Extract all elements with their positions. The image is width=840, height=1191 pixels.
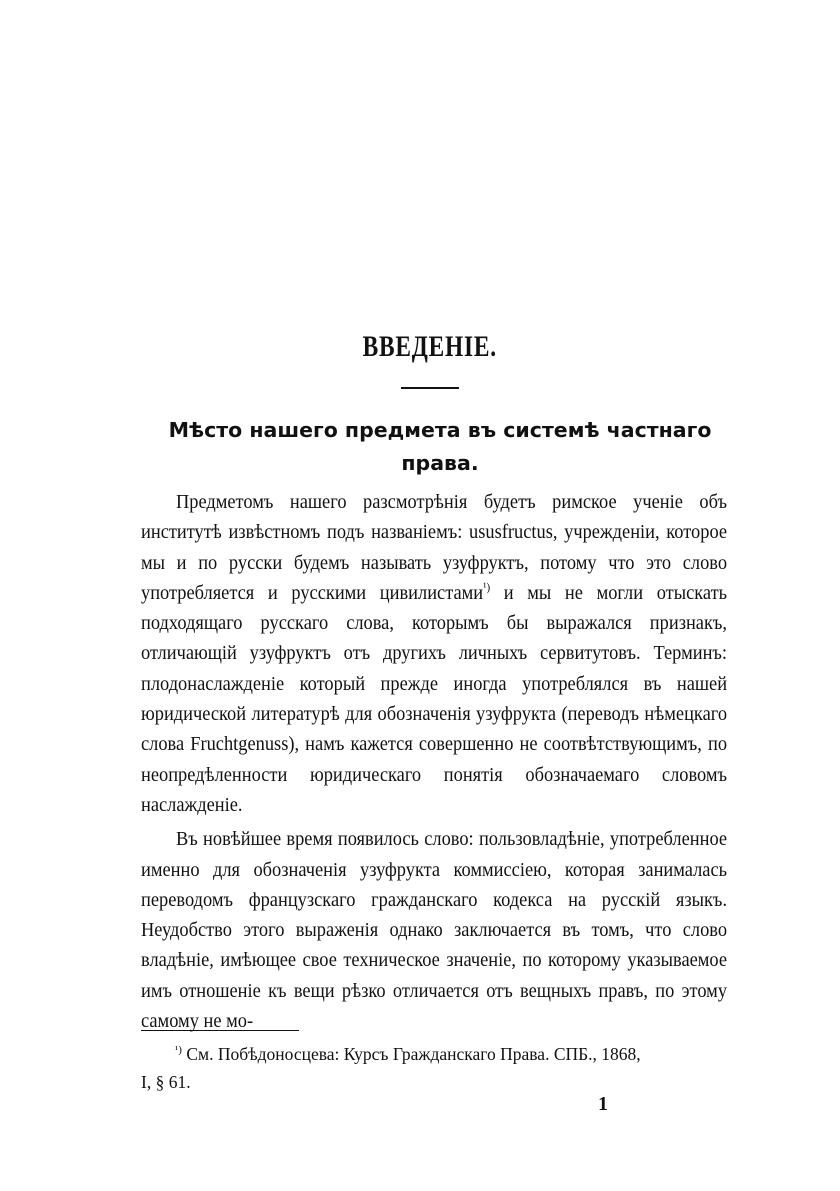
- paragraph: Въ новѣйшее время появилось слово: пользовладѣніе, употребленное именно для обозначенія узуфрукта коммиссіею, которая занималась переводомъ французскаго гражданскаго кодекса на русскій языкъ. Неудобство этого выраженія однако заключается въ томъ, что слово владѣніе, имѣющее свое техническое значеніе, по которому указываемое имъ отношеніе къ вещи рѣзко отличается отъ вещныхъ правъ, по этому самому не мо-: [141, 828, 728, 1033]
- footnote-reference: ¹): [483, 579, 491, 594]
- section-heading: Мѣсто нашего предмета въ системѣ частнаго права.: [168, 418, 712, 475]
- title-divider: [401, 387, 459, 389]
- paragraph-text: Предметомъ нашего разсмотрѣнія будетъ римское ученіе объ институтѣ извѣстномъ подъ названіемъ: ususfructus, учрежденіи, которое мы и по русски будемъ называть узуфруктъ, потому что это слово употребляется и русскими цивилистами: [141, 491, 728, 604]
- footnote-divider: [141, 1030, 299, 1031]
- footnote-text: См. Побѣдоносцева: Курсъ Гражданскаго Права. СПБ., 1868,: [181, 1044, 641, 1064]
- body-text: [141, 487, 727, 1036]
- footnote-line: [141, 1040, 731, 1068]
- chapter-title: ВВЕДЕНІЕ.: [362, 330, 497, 363]
- footnote: [141, 1040, 731, 1096]
- paragraph: [141, 487, 727, 820]
- page-number: 1: [598, 1093, 608, 1115]
- paragraph-text: и мы не могли отыскать подходящаго русскаго слова, которымъ бы выражался признакъ, отличающій узуфруктъ отъ другихъ личныхъ сервитутовъ. Терминъ: плодонаслажденіе который прежде иногда употреблялся въ нашей юридической литературѣ для обозначенія узуфрукта (переводъ нѣмецкаго слова Fruchtgenuss), намъ кажется совершенно не соотвѣтствующимъ, по неопредѣленности юридическаго понятія обозначаемаго словомъ наслажденіе.: [141, 581, 728, 816]
- footnote-text: I, § 61.: [141, 1072, 191, 1092]
- footnote-mark: ¹): [175, 1044, 182, 1056]
